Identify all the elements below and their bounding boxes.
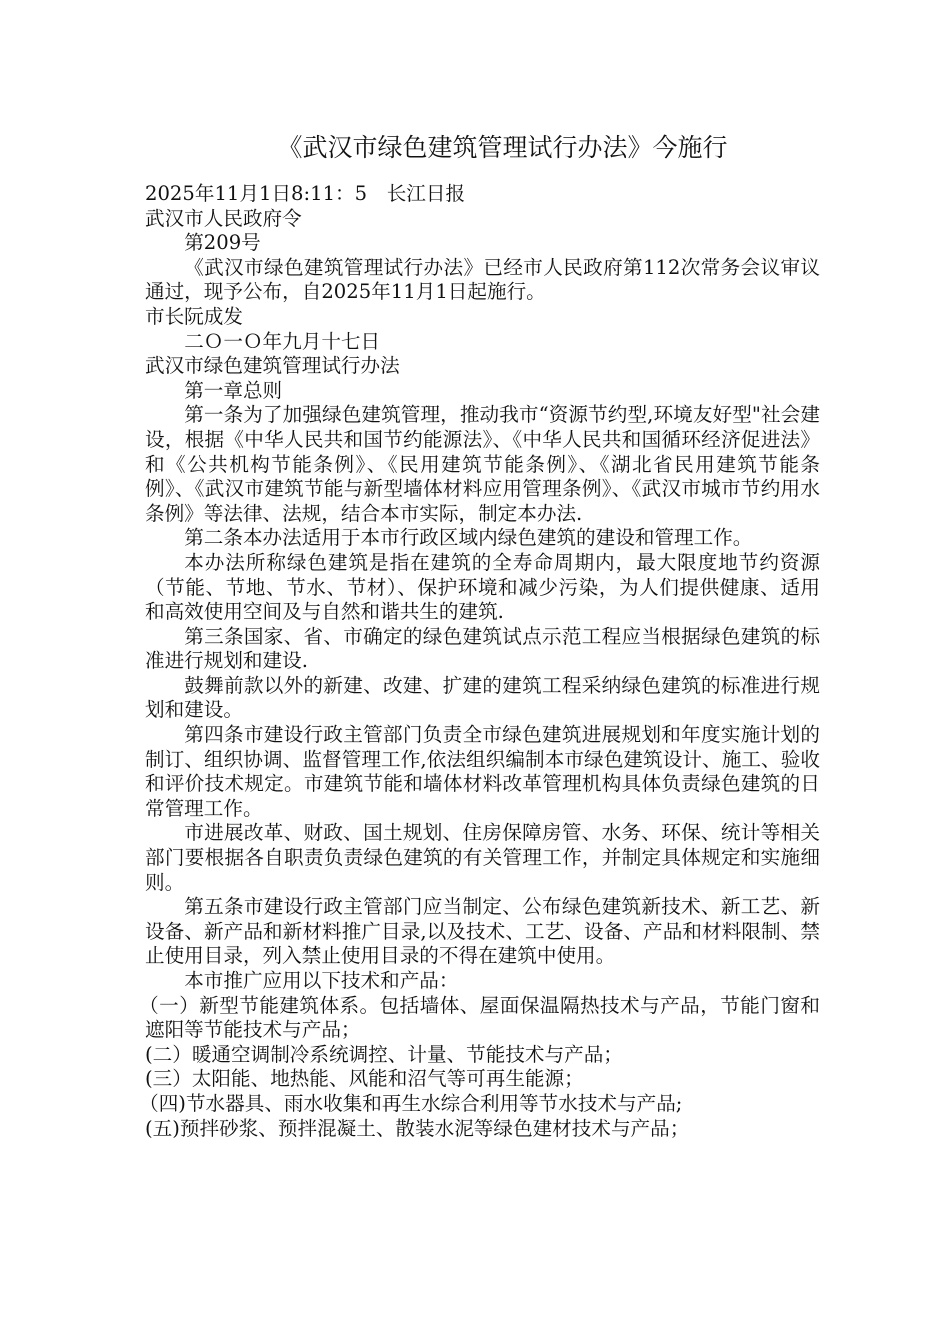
article-4-paragraph-2: 市进展改革、财政、国土规划、住房保障房管、水务、环保、统计等相关部门要根据各自职责负责绿色建筑的有关管理工作，并制定具体规定和实施细则。	[145, 821, 820, 894]
article-3-paragraph-2: 鼓舞前款以外的新建、改建、扩建的建筑工程采纳绿色建筑的标准进行规划和建设。	[145, 673, 820, 722]
list-item: (三）太阳能、地热能、风能和沼气等可再生能源；	[145, 1067, 584, 1091]
signer: 市长阮成发	[145, 304, 243, 328]
issue-date: 二Ｏ一Ｏ年九月十七日	[184, 329, 381, 353]
intro-paragraph: 《武汉市绿色建筑管理试行办法》已经市人民政府第112次常务会议审议通过，现予公布，自2025年11月1日起施行。	[145, 255, 820, 304]
article-3: 第三条国家、省、市确定的绿色建筑试点示范工程应当根据绿色建筑的标准进行规划和建设.	[145, 624, 820, 673]
issuer: 武汉市人民政府令	[145, 206, 302, 230]
list-item: (二）暖通空调制冷系统调控、计量、节能技术与产品；	[145, 1042, 623, 1066]
list-item: （一）新型节能建筑体系。包括墙体、屋面保温隔热技术与产品，节能门窗和遮阳等节能技术与产品；	[139, 993, 820, 1042]
publish-meta: 2025年11月1日8:11：5 长江日报	[145, 182, 466, 205]
chapter-heading: 第一章总则	[184, 378, 283, 402]
article-title: 《武汉市绿色建筑管理试行办法》今施行	[277, 133, 728, 162]
article-5-paragraph-2: 本市推广应用以下技术和产品：	[184, 969, 459, 992]
article-4: 第四条市建设行政主管部门负责全市绿色建筑进展规划和年度实施计划的制订、组织协调、监督管理工作,依法组织编制本市绿色建筑设计、施工、验收和评价技术规定。市建筑节能和墙体材料改革管理机构具体负责绿色建筑的日常管理工作。	[145, 723, 820, 820]
law-title: 武汉市绿色建筑管理试行办法	[145, 354, 400, 378]
list-item: （四)节水器具、雨水收集和再生水综合利用等节水技术与产品;	[139, 1091, 683, 1115]
article-2-definition: 本办法所称绿色建筑是指在建筑的全寿命周期内，最大限度地节约资源（节能、节地、节水、节材）、保护环境和减少污染，为人们提供健康、适用和高效使用空间及与自然和谐共生的建筑.	[145, 550, 820, 624]
article-2: 第二条本办法适用于本市行政区域内绿色建筑的建设和管理工作。	[184, 526, 753, 550]
order-number: 第209号	[184, 231, 261, 255]
article-1: 第一条为了加强绿色建筑管理，推动我市“资源节约型,环境友好型"社会建设，根据《中华人民共和国节约能源法》、《中华人民共和国循环经济促进法》和《公共机构节能条例》、《民用建筑节能条例》、《湖北省民用建筑节能条例》、《武汉市建筑节能与新型墙体材料应用管理条例》、《武汉市城市节约用水条例》等法律、法规，结合本市实际，制定本办法.	[145, 403, 820, 525]
list-item: (五)预拌砂浆、预拌混凝土、散装水泥等绿色建材技术与产品；	[145, 1116, 690, 1140]
article-5: 第五条市建设行政主管部门应当制定、公布绿色建筑新技术、新工艺、新设备、新产品和新材料推广目录,以及技术、工艺、设备、产品和材料限制、禁止使用目录，列入禁止使用目录的不得在建筑中使用。	[145, 895, 820, 968]
